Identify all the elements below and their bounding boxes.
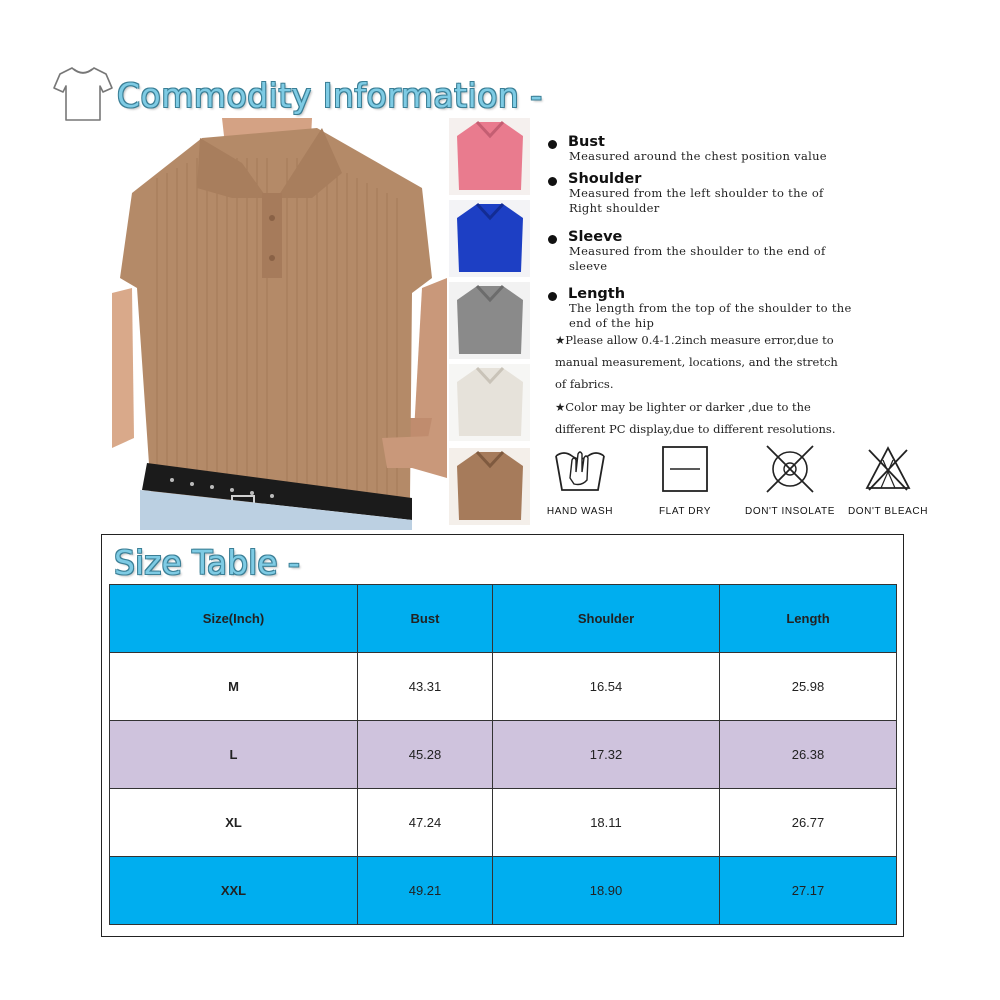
swatch-gray	[449, 282, 530, 359]
bust-cell: 45.28	[358, 721, 493, 789]
shoulder-cell: 17.32	[493, 721, 720, 789]
note-line: manual measurement, locations, and the stretch	[555, 355, 838, 369]
care-dont-bleach	[843, 444, 933, 517]
guide-title: Bust	[568, 134, 605, 150]
guide-desc: Measured around the chest position value	[569, 149, 827, 163]
table-header-row	[110, 585, 897, 653]
bullet-icon	[548, 292, 557, 301]
section-title: Commodity Information -	[117, 76, 543, 115]
shoulder-cell: 18.11	[493, 789, 720, 857]
swatch-blue	[449, 200, 530, 277]
length-cell: 25.98	[720, 653, 897, 721]
size-cell: XL	[110, 789, 358, 857]
dont-bleach-icon	[863, 444, 913, 494]
note-line: of fabrics.	[555, 377, 614, 391]
bust-cell: 47.24	[358, 789, 493, 857]
swatch-khaki	[449, 448, 530, 525]
main-product-photo	[112, 118, 447, 530]
bullet-icon	[548, 140, 557, 149]
guide-title: Shoulder	[568, 171, 642, 187]
header-bust: Bust	[358, 585, 493, 653]
size-cell: M	[110, 653, 358, 721]
size-cell: L	[110, 721, 358, 789]
bullet-icon	[548, 177, 557, 186]
table-row	[110, 721, 897, 789]
guide-desc: The length from the top of the shoulder to the end of the hip	[569, 301, 852, 330]
table-row	[110, 653, 897, 721]
guide-title: Length	[568, 286, 626, 302]
note-line: different PC display,due to different resolutions.	[555, 422, 836, 436]
tshirt-icon	[52, 64, 114, 124]
care-label: FLAT DRY	[658, 506, 712, 517]
shoulder-cell: 16.54	[493, 653, 720, 721]
swatch-cream	[449, 364, 530, 441]
header-shoulder: Shoulder	[493, 585, 720, 653]
header-size: Size(Inch)	[110, 585, 358, 653]
care-hand-wash	[535, 444, 625, 517]
length-cell: 26.77	[720, 789, 897, 857]
care-label: DON'T INSOLATE	[745, 506, 835, 517]
flat-dry-icon	[660, 444, 710, 494]
care-label: DON'T BLEACH	[847, 506, 929, 517]
care-dont-insolate	[745, 444, 835, 517]
note-line: ★Please allow 0.4-1.2inch measure error,due to	[555, 333, 834, 347]
shoulder-cell: 18.90	[493, 857, 720, 925]
bust-cell: 49.21	[358, 857, 493, 925]
table-row	[110, 857, 897, 925]
guide-desc: Measured from the shoulder to the end of sleeve	[569, 244, 826, 273]
care-flat-dry	[640, 444, 730, 517]
size-table-title: Size Table -	[114, 543, 300, 582]
size-table	[109, 584, 897, 925]
table-row	[110, 789, 897, 857]
bullet-icon	[548, 235, 557, 244]
dont-insolate-icon	[763, 444, 817, 494]
header-length: Length	[720, 585, 897, 653]
guide-desc: Measured from the left shoulder to the of Right shoulder	[569, 186, 824, 215]
care-label: HAND WASH	[546, 506, 614, 517]
note-line: ★Color may be lighter or darker ,due to the	[555, 400, 811, 414]
length-cell: 27.17	[720, 857, 897, 925]
swatch-pink	[449, 118, 530, 195]
guide-title: Sleeve	[568, 229, 623, 245]
bust-cell: 43.31	[358, 653, 493, 721]
length-cell: 26.38	[720, 721, 897, 789]
size-table-section	[101, 534, 904, 937]
hand-wash-icon	[552, 444, 608, 494]
size-cell: XXL	[110, 857, 358, 925]
